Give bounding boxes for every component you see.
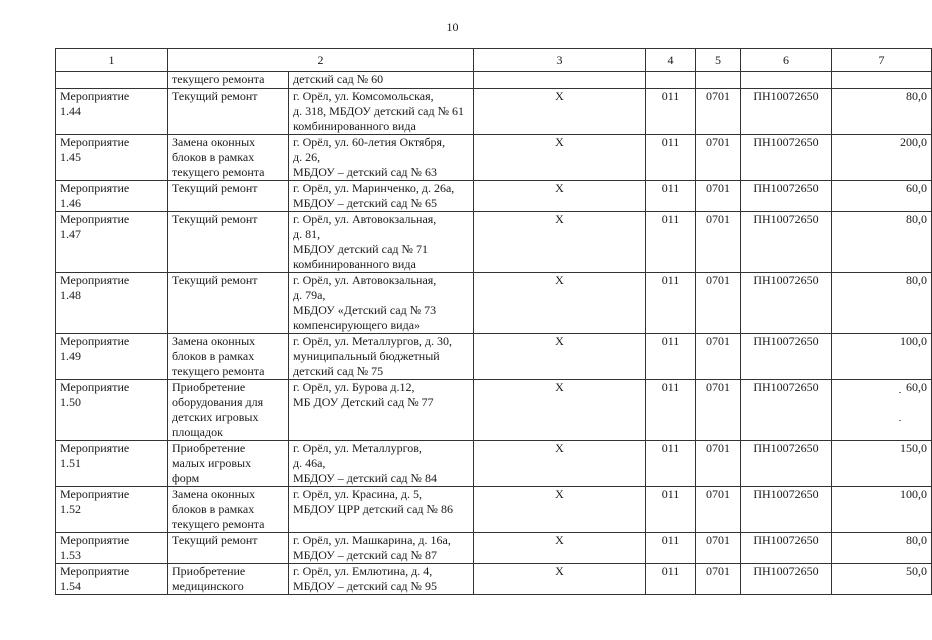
sum-cell: 60,0: [832, 181, 932, 212]
col5-cell: 0701: [696, 564, 741, 595]
address-cell: г. Орёл, ул. Металлургов, д. 46а, МБДОУ – детский сад № 84: [289, 441, 474, 487]
col5-cell: 0701: [696, 441, 741, 487]
col5-cell: 0701: [696, 487, 741, 533]
header-col-3: 3: [474, 49, 646, 72]
work-type-cell: Приобретение медицинского: [168, 564, 289, 595]
sum-cell: 100,0: [832, 334, 932, 380]
work-type-cell: Текущий ремонт: [168, 181, 289, 212]
address-cell: г. Орёл, ул. Бурова д.12, МБ ДОУ Детский сад № 77: [289, 380, 474, 441]
measure-id-cell: Мероприятие 1.48: [56, 273, 168, 334]
code-cell: ПН10072650: [741, 212, 832, 273]
table-row: [56, 533, 932, 564]
work-type-cell: Замена оконных блоков в рамках текущего ремонта: [168, 487, 289, 533]
header-col-4: 4: [646, 49, 696, 72]
col3-cell: Х: [474, 533, 646, 564]
col4-cell: 011: [646, 135, 696, 181]
col5-cell: 0701: [696, 533, 741, 564]
cont-cell-address: детский сад № 60: [289, 72, 474, 89]
code-cell: ПН10072650: [741, 487, 832, 533]
work-type-cell: Замена оконных блоков в рамках текущего ремонта: [168, 135, 289, 181]
sum-cell: 80,0: [832, 273, 932, 334]
work-type-cell: Приобретение малых игровых форм: [168, 441, 289, 487]
header-col-5: 5: [696, 49, 741, 72]
cont-cell-3: [474, 72, 646, 89]
col5-cell: 0701: [696, 181, 741, 212]
cont-cell-work: текущего ремонта: [168, 72, 289, 89]
col4-cell: 011: [646, 487, 696, 533]
cont-cell-7: [832, 72, 932, 89]
col5-cell: 0701: [696, 273, 741, 334]
work-type-cell: Текущий ремонт: [168, 533, 289, 564]
address-cell: г. Орёл, ул. Автовокзальная, д. 81, МБДОУ детский сад № 71 комбинированного вида: [289, 212, 474, 273]
cont-cell-1: [56, 72, 168, 89]
col4-cell: 011: [646, 181, 696, 212]
table-row: [56, 135, 932, 181]
col3-cell: Х: [474, 181, 646, 212]
cont-cell-6: [741, 72, 832, 89]
sum-cell: 200,0: [832, 135, 932, 181]
col4-cell: 011: [646, 273, 696, 334]
col3-cell: Х: [474, 564, 646, 595]
table-row: [56, 273, 932, 334]
measures-table: [55, 48, 932, 595]
col5-cell: 0701: [696, 334, 741, 380]
sum-cell: 150,0: [832, 441, 932, 487]
code-cell: ПН10072650: [741, 334, 832, 380]
sum-cell: 50,0: [832, 564, 932, 595]
table-row: [56, 380, 932, 441]
code-cell: ПН10072650: [741, 380, 832, 441]
col5-cell: 0701: [696, 89, 741, 135]
sum-cell: 80,0: [832, 89, 932, 135]
header-col-6: 6: [741, 49, 832, 72]
code-cell: ПН10072650: [741, 533, 832, 564]
measure-id-cell: Мероприятие 1.49: [56, 334, 168, 380]
cont-cell-5: [696, 72, 741, 89]
measure-id-cell: Мероприятие 1.51: [56, 441, 168, 487]
col3-cell: Х: [474, 441, 646, 487]
col4-cell: 011: [646, 89, 696, 135]
measure-id-cell: Мероприятие 1.54: [56, 564, 168, 595]
cont-cell-4: [646, 72, 696, 89]
header-col-2: 2: [168, 49, 474, 72]
col3-cell: Х: [474, 334, 646, 380]
col3-cell: Х: [474, 212, 646, 273]
table-row: [56, 212, 932, 273]
col5-cell: 0701: [696, 212, 741, 273]
measure-id-cell: Мероприятие 1.50: [56, 380, 168, 441]
col3-cell: Х: [474, 135, 646, 181]
address-cell: г. Орёл, ул. Комсомольская, д. 318, МБДОУ детский сад № 61 комбинированного вида: [289, 89, 474, 135]
scan-mark: [899, 420, 901, 421]
measure-id-cell: Мероприятие 1.46: [56, 181, 168, 212]
scan-mark: [899, 392, 901, 393]
code-cell: ПН10072650: [741, 564, 832, 595]
address-cell: г. Орёл, ул. Емлютина, д. 4, МБДОУ – детский сад № 95: [289, 564, 474, 595]
table-row: [56, 564, 932, 595]
table-row: [56, 441, 932, 487]
address-cell: г. Орёл, ул. Автовокзальная, д. 79а, МБДОУ «Детский сад № 73 компенсирующего вида»: [289, 273, 474, 334]
address-cell: г. Орёл, ул. Маринченко, д. 26а, МБДОУ – детский сад № 65: [289, 181, 474, 212]
code-cell: ПН10072650: [741, 135, 832, 181]
measure-id-cell: Мероприятие 1.47: [56, 212, 168, 273]
table-row: [56, 334, 932, 380]
col3-cell: Х: [474, 487, 646, 533]
header-row: [56, 49, 932, 72]
col3-cell: Х: [474, 380, 646, 441]
code-cell: ПН10072650: [741, 273, 832, 334]
work-type-cell: Текущий ремонт: [168, 212, 289, 273]
measure-id-cell: Мероприятие 1.45: [56, 135, 168, 181]
header-col-7: 7: [832, 49, 932, 72]
page-number: 10: [446, 20, 459, 34]
col4-cell: 011: [646, 533, 696, 564]
col3-cell: Х: [474, 89, 646, 135]
work-type-cell: Текущий ремонт: [168, 89, 289, 135]
code-cell: ПН10072650: [741, 441, 832, 487]
col5-cell: 0701: [696, 135, 741, 181]
table-row: [56, 89, 932, 135]
sum-cell: 60,0: [832, 380, 932, 441]
work-type-cell: Приобретение оборудования для детских игровых площадок: [168, 380, 289, 441]
work-type-cell: Замена оконных блоков в рамках текущего ремонта: [168, 334, 289, 380]
work-type-cell: Текущий ремонт: [168, 273, 289, 334]
table-row: [56, 487, 932, 533]
sum-cell: 80,0: [832, 533, 932, 564]
header-col-1: 1: [56, 49, 168, 72]
col4-cell: 011: [646, 380, 696, 441]
address-cell: г. Орёл, ул. Металлургов, д. 30, муниципальный бюджетный детский сад № 75: [289, 334, 474, 380]
col4-cell: 011: [646, 564, 696, 595]
col5-cell: 0701: [696, 380, 741, 441]
col4-cell: 011: [646, 212, 696, 273]
col4-cell: 011: [646, 441, 696, 487]
code-cell: ПН10072650: [741, 89, 832, 135]
address-cell: г. Орёл, ул. Красина, д. 5, МБДОУ ЦРР детский сад № 86: [289, 487, 474, 533]
address-cell: г. Орёл, ул. 60-летия Октября, д. 26, МБДОУ – детский сад № 63: [289, 135, 474, 181]
address-cell: г. Орёл, ул. Машкарина, д. 16а, МБДОУ – детский сад № 87: [289, 533, 474, 564]
sum-cell: 100,0: [832, 487, 932, 533]
measure-id-cell: Мероприятие 1.52: [56, 487, 168, 533]
sum-cell: 80,0: [832, 212, 932, 273]
measure-id-cell: Мероприятие 1.44: [56, 89, 168, 135]
col3-cell: Х: [474, 273, 646, 334]
table-row: [56, 181, 932, 212]
col4-cell: 011: [646, 334, 696, 380]
continuation-row: [56, 72, 932, 89]
code-cell: ПН10072650: [741, 181, 832, 212]
measure-id-cell: Мероприятие 1.53: [56, 533, 168, 564]
